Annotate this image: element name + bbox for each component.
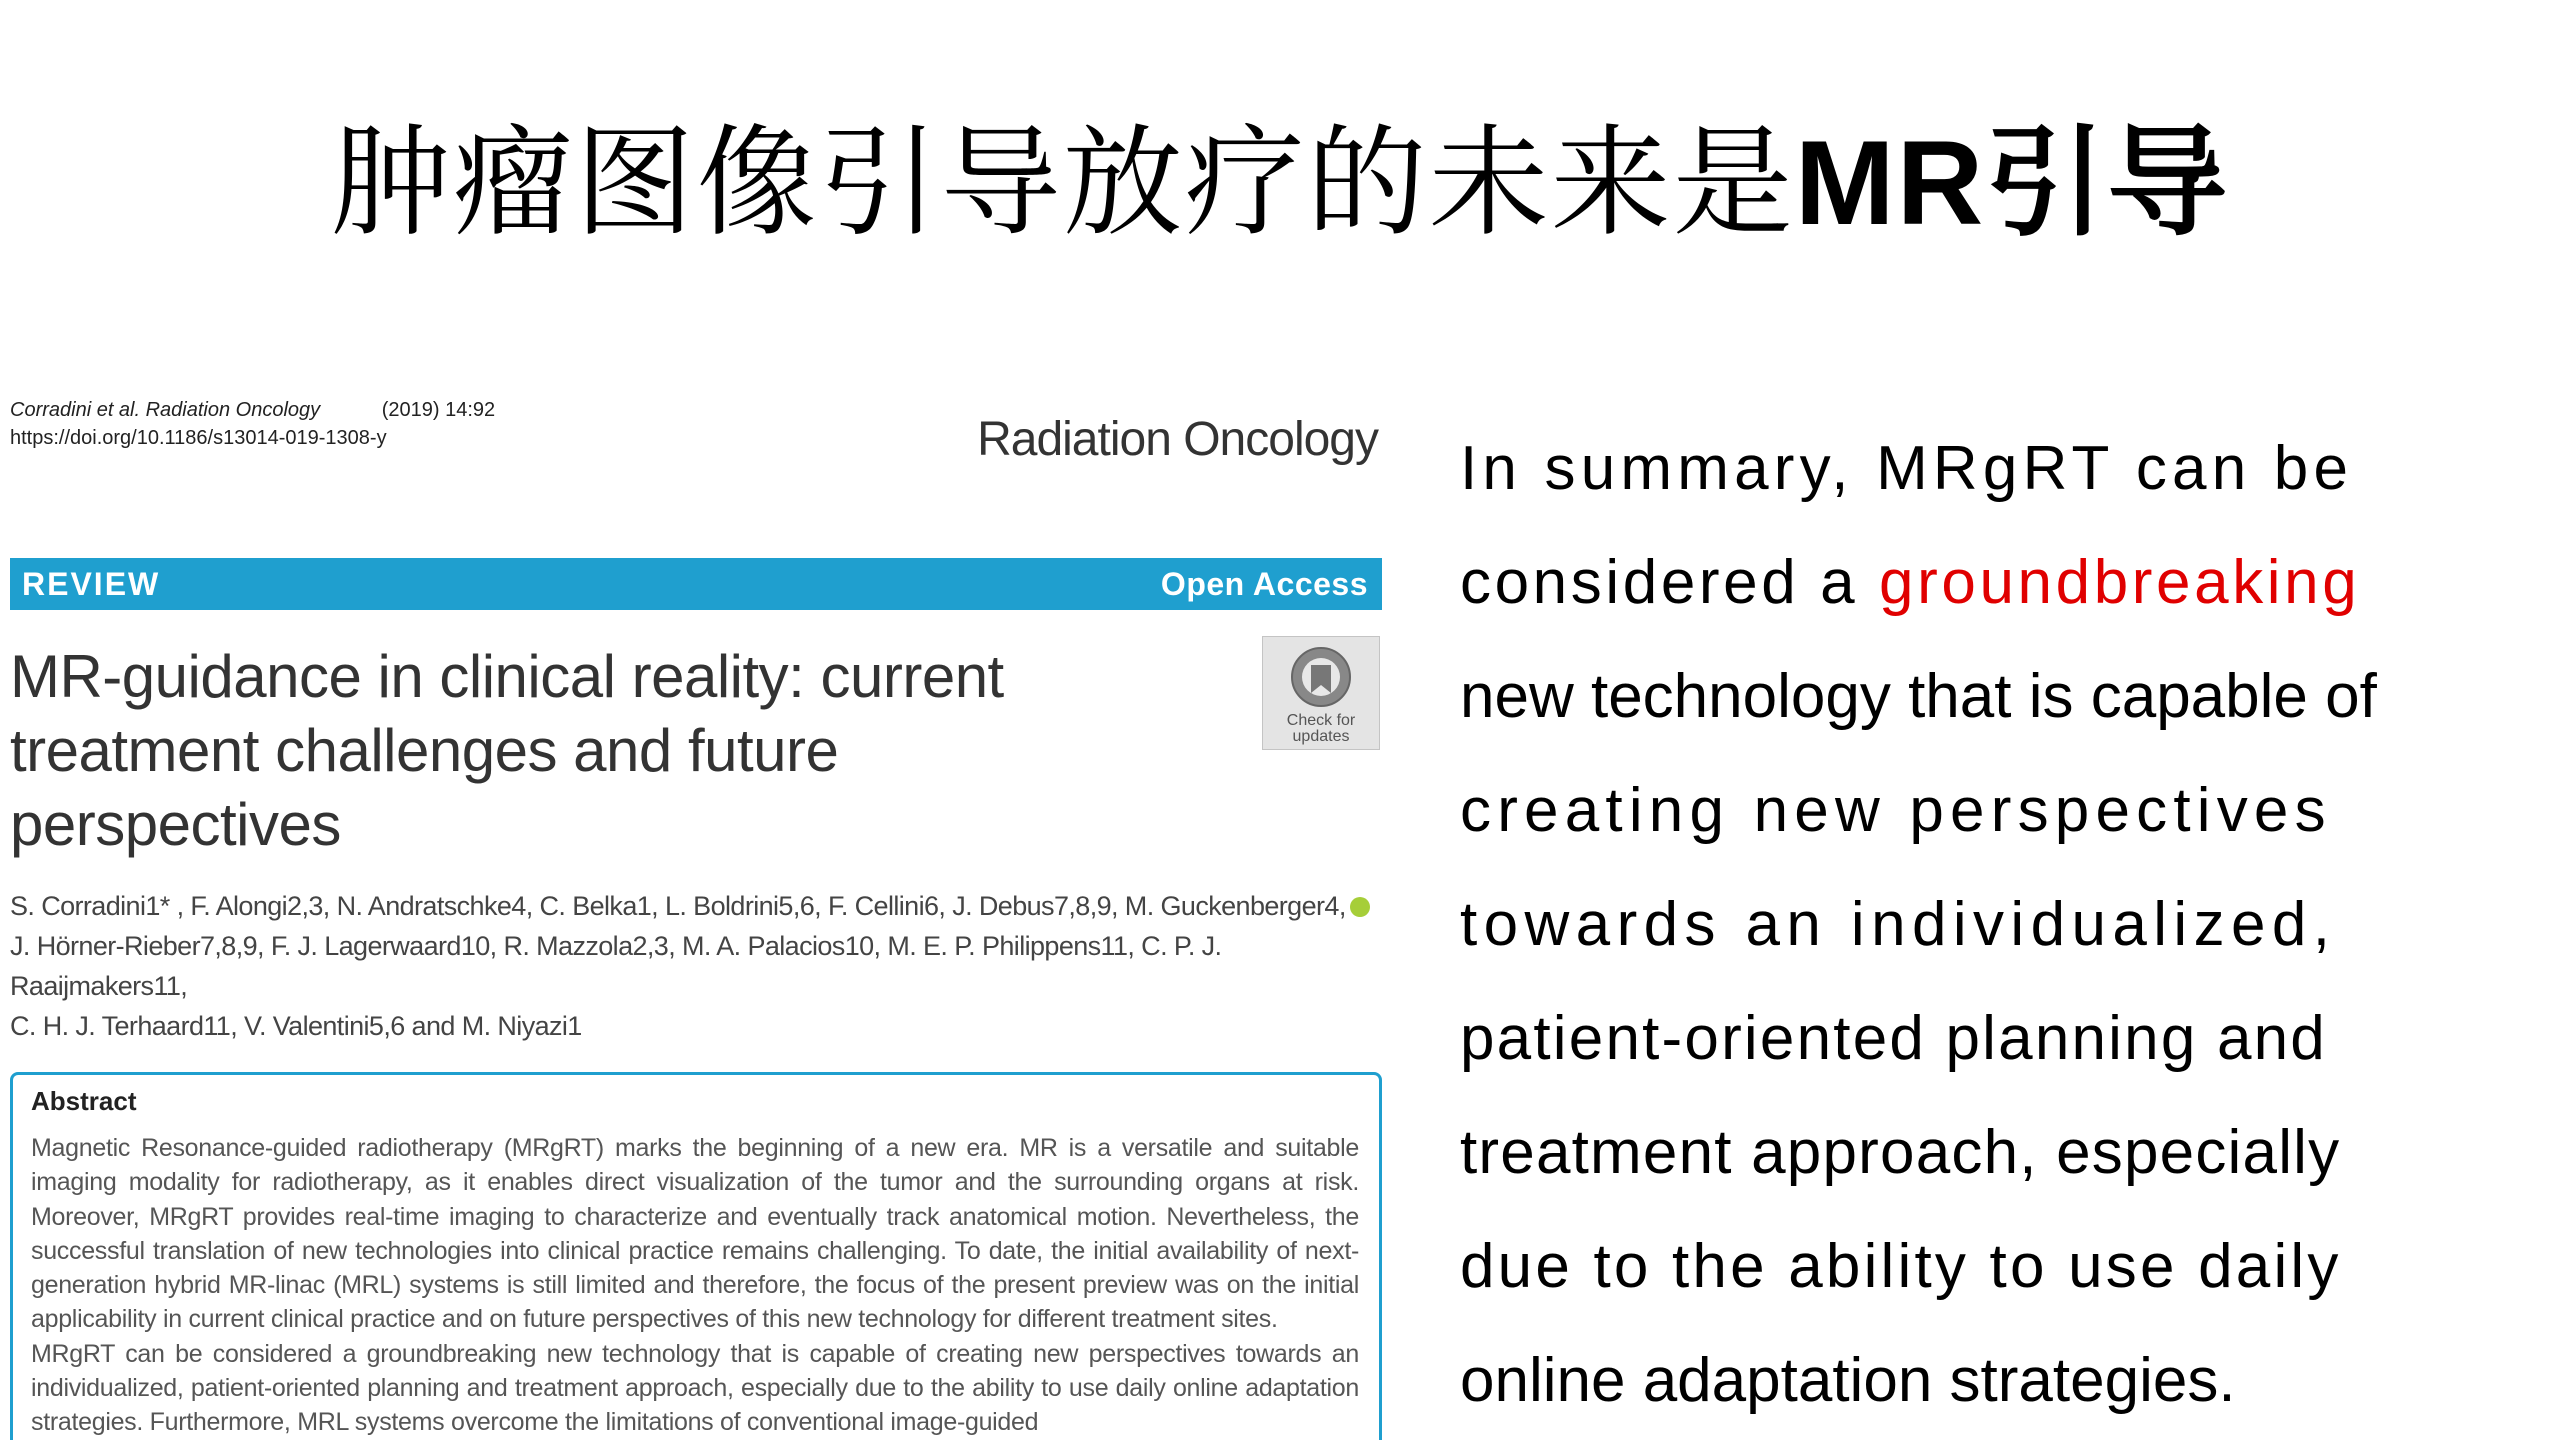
slide-title [0,108,2560,259]
summary-line-5: towards an individualized, [1460,890,2337,959]
citation-year: (2019) 14:92 [381,399,496,421]
open-access-label: Open Access [1160,565,1368,602]
check-for-updates-button[interactable] [1262,636,1380,750]
check-for-label: Check for [1286,712,1356,729]
summary-line-2-text: considered a [1460,548,1880,617]
abstract-box [10,1072,1382,1440]
article-type-banner [10,558,1382,610]
authors-line3: C. H. J. Terhaard11, V. Valentini5,6 and M. Niyazi1 [10,1011,582,1041]
abstract-paragraph-2: MRgRT can be considered a groundbreaking new technology that is capable of creating new perspectives towards an individualized, patient-oriented planning and treatment approach, especially due to the ability to use daily online adaptation strategies. Furthermore, MRL systems overcome the limitations of conventional image-guided [31,1339,1359,1437]
authors-line1: S. Corradini1* , F. Alongi2,3, N. Andratschke4, C. Belka1, L. Boldrini5,6, F. Cellini6, J. Debus7,8,9, M. Guckenberger4, [10,891,1346,921]
summary-line-8: due to the ability to use daily [1460,1232,2342,1301]
slide-title-chinese: 肿瘤图像引导放疗的未来是 [330,114,1795,253]
abstract-heading: Abstract [31,1086,137,1116]
paper-excerpt [0,390,1400,1440]
summary-line-6: patient-oriented planning and [1460,1004,2327,1073]
citation-meta [10,396,495,452]
summary-line-3: new technology that is capable of [1460,662,2377,731]
journal-name: Radiation Oncology [977,413,1378,466]
summary-line-4: creating new perspectives [1460,776,2332,845]
summary-line-9: online adaptation strategies. [1460,1346,2236,1415]
summary-line-1: In summary, MRgRT can be [1460,434,2354,503]
summary-line-7: treatment approach, especially [1460,1118,2341,1187]
review-label: REVIEW [22,565,161,602]
paper-title-line3: perspectives [10,791,341,858]
summary-line-2 [1460,526,2460,640]
author-list [10,886,1382,1046]
authors-line [10,886,1382,926]
highlight-groundbreaking: groundbreaking [1879,548,2361,617]
updates-label: updates [1292,728,1350,745]
citation-authors: Corradini et al. Radiation Oncology [10,399,321,421]
paper-title [10,640,1230,862]
abstract-paragraph-1: Magnetic Resonance-guided radiotherapy (MRgRT) marks the beginning of a new era. MR is a versatile and suitable imaging modality for radiotherapy, as it enables direct visualization of the tumor and the surrounding organs at risk. Moreover, MRgRT provides real-time imaging to characterize and eventually track anatomical motion. Nevertheless, the successful translation of new technologies into clinical practice remains challenging. To date, the initial availability of next-generation hybrid MR-linac (MRL) systems is still limited and therefore, the focus of the present preview was on the initial applicability in current clinical practice and on future perspectives of this new technology for different treatment sites. [31,1134,1359,1334]
crossmark-icon [1289,645,1353,709]
orcid-icon[interactable] [1350,897,1370,917]
paper-title-line1: MR-guidance in clinical reality: current [10,643,1004,710]
paper-title-line2: treatment challenges and future [10,717,839,784]
slide-title-mr: MR引导 [1794,116,2230,250]
authors-line2: J. Hörner-Rieber7,8,9, F. J. Lagerwaard10, R. Mazzola2,3, M. A. Palacios10, M. E. P. Philippens11, C. P. J. Raaijmakers11, [10,931,1222,1001]
summary-text [1460,412,2460,1438]
doi-link[interactable]: https://doi.org/10.1186/s13014-019-1308-y [10,427,387,449]
